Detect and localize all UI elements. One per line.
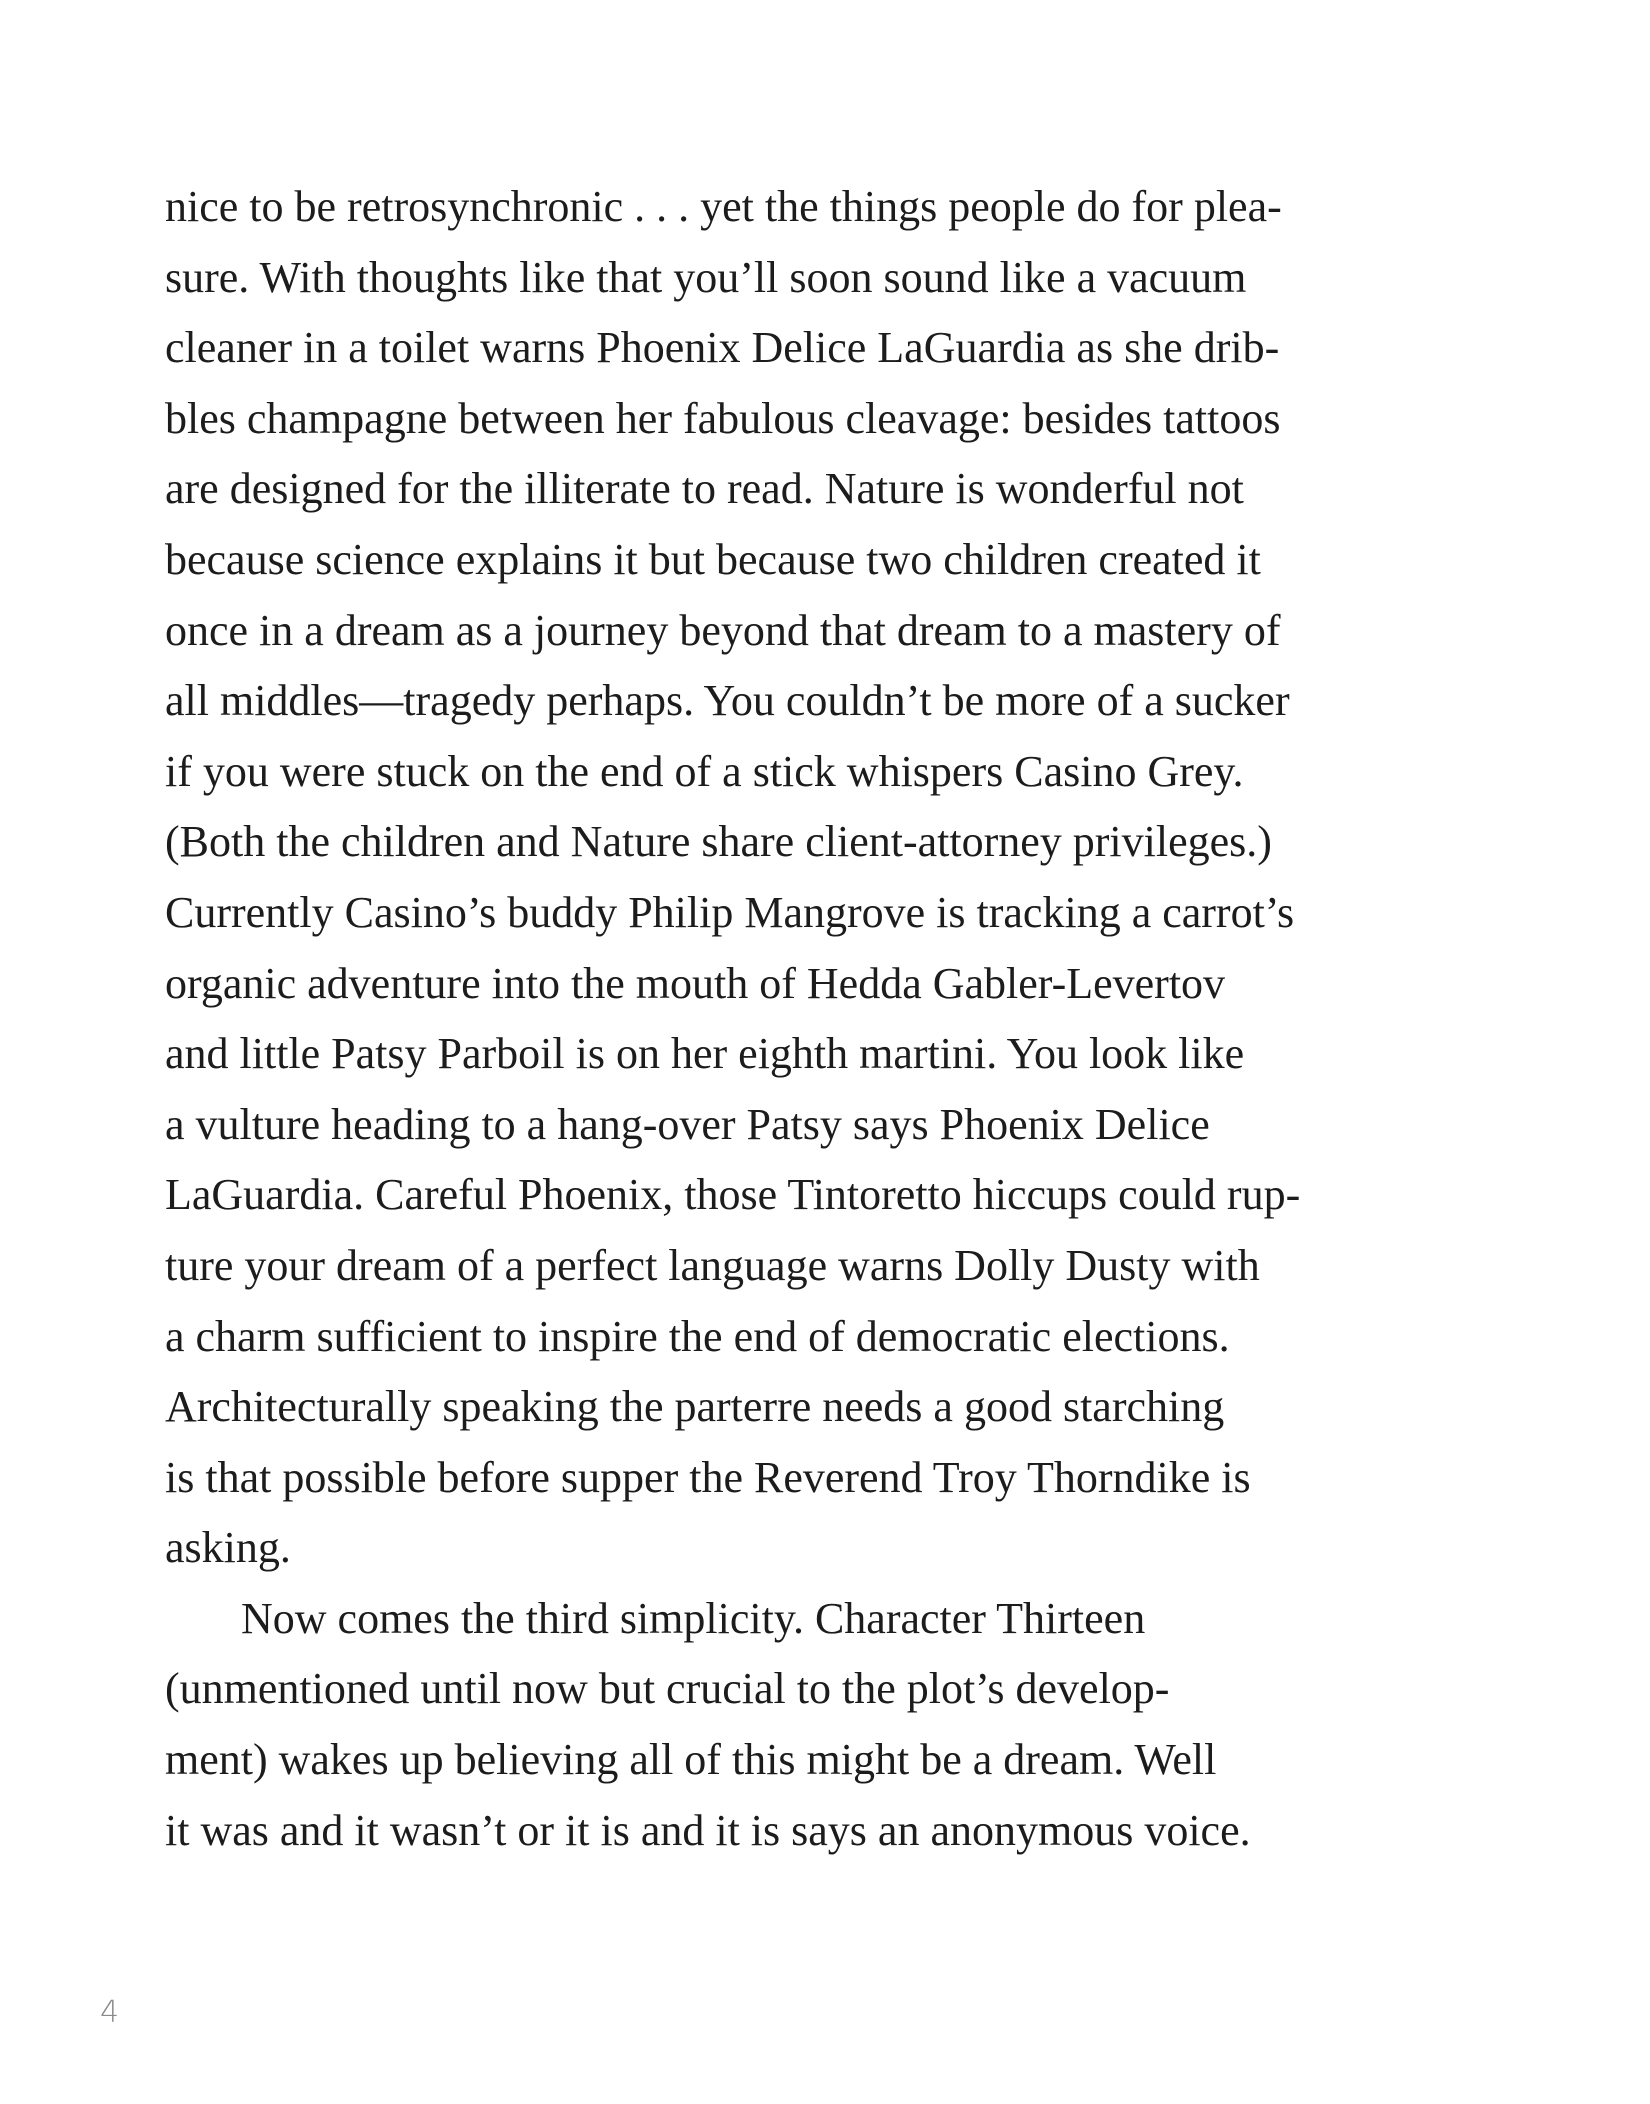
text-line: bles champagne between her fabulous cleavage: besides tattoos xyxy=(165,393,1281,443)
text-line: Currently Casino’s buddy Philip Mangrove is tracking a carrot’s xyxy=(165,887,1295,937)
text-line: are designed for the illiterate to read. Nature is wonderful not xyxy=(165,464,1244,514)
text-line: LaGuardia. Careful Phoenix, those Tintoretto hiccups could rup- xyxy=(165,1170,1301,1220)
text-line: all middles—tragedy perhaps. You couldn’t be more of a sucker xyxy=(165,676,1290,726)
paragraph xyxy=(165,172,1505,1584)
text-line: ment) wakes up believing all of this might be a dream. Well xyxy=(165,1735,1217,1785)
text-line: sure. With thoughts like that you’ll soon sound like a vacuum xyxy=(165,252,1247,302)
body-text xyxy=(165,172,1505,1866)
text-line: (unmentioned until now but crucial to the plot’s develop- xyxy=(165,1664,1170,1714)
text-line: a charm sufficient to inspire the end of democratic elections. xyxy=(165,1311,1230,1361)
text-line: it was and it wasn’t or it is and it is says an anonymous voice. xyxy=(165,1805,1251,1855)
text-line: because science explains it but because two children created it xyxy=(165,534,1261,584)
text-line: a vulture heading to a hang-over Patsy says Phoenix Delice xyxy=(165,1099,1210,1149)
text-line: organic adventure into the mouth of Hedda Gabler-Levertov xyxy=(165,958,1226,1008)
text-line: and little Patsy Parboil is on her eighth martini. You look like xyxy=(165,1029,1245,1079)
text-line: Now comes the third simplicity. Character Thirteen xyxy=(241,1593,1146,1643)
page-number: 4 xyxy=(100,1995,120,2030)
text-line: asking. xyxy=(165,1523,291,1573)
paragraph xyxy=(165,1584,1505,1866)
text-line: ture your dream of a perfect language warns Dolly Dusty with xyxy=(165,1240,1260,1290)
text-line: if you were stuck on the end of a stick whispers Casino Grey. xyxy=(165,746,1244,796)
text-line: cleaner in a toilet warns Phoenix Delice LaGuardia as she drib- xyxy=(165,323,1280,373)
text-line: (Both the children and Nature share client-attorney privileges.) xyxy=(165,817,1272,867)
text-line: is that possible before supper the Reverend Troy Thorndike is xyxy=(165,1452,1251,1502)
text-line: Architecturally speaking the parterre needs a good starching xyxy=(165,1382,1225,1432)
text-line: nice to be retrosynchronic . . . yet the things people do for plea- xyxy=(165,182,1282,231)
text-line: once in a dream as a journey beyond that dream to a mastery of xyxy=(165,605,1281,655)
